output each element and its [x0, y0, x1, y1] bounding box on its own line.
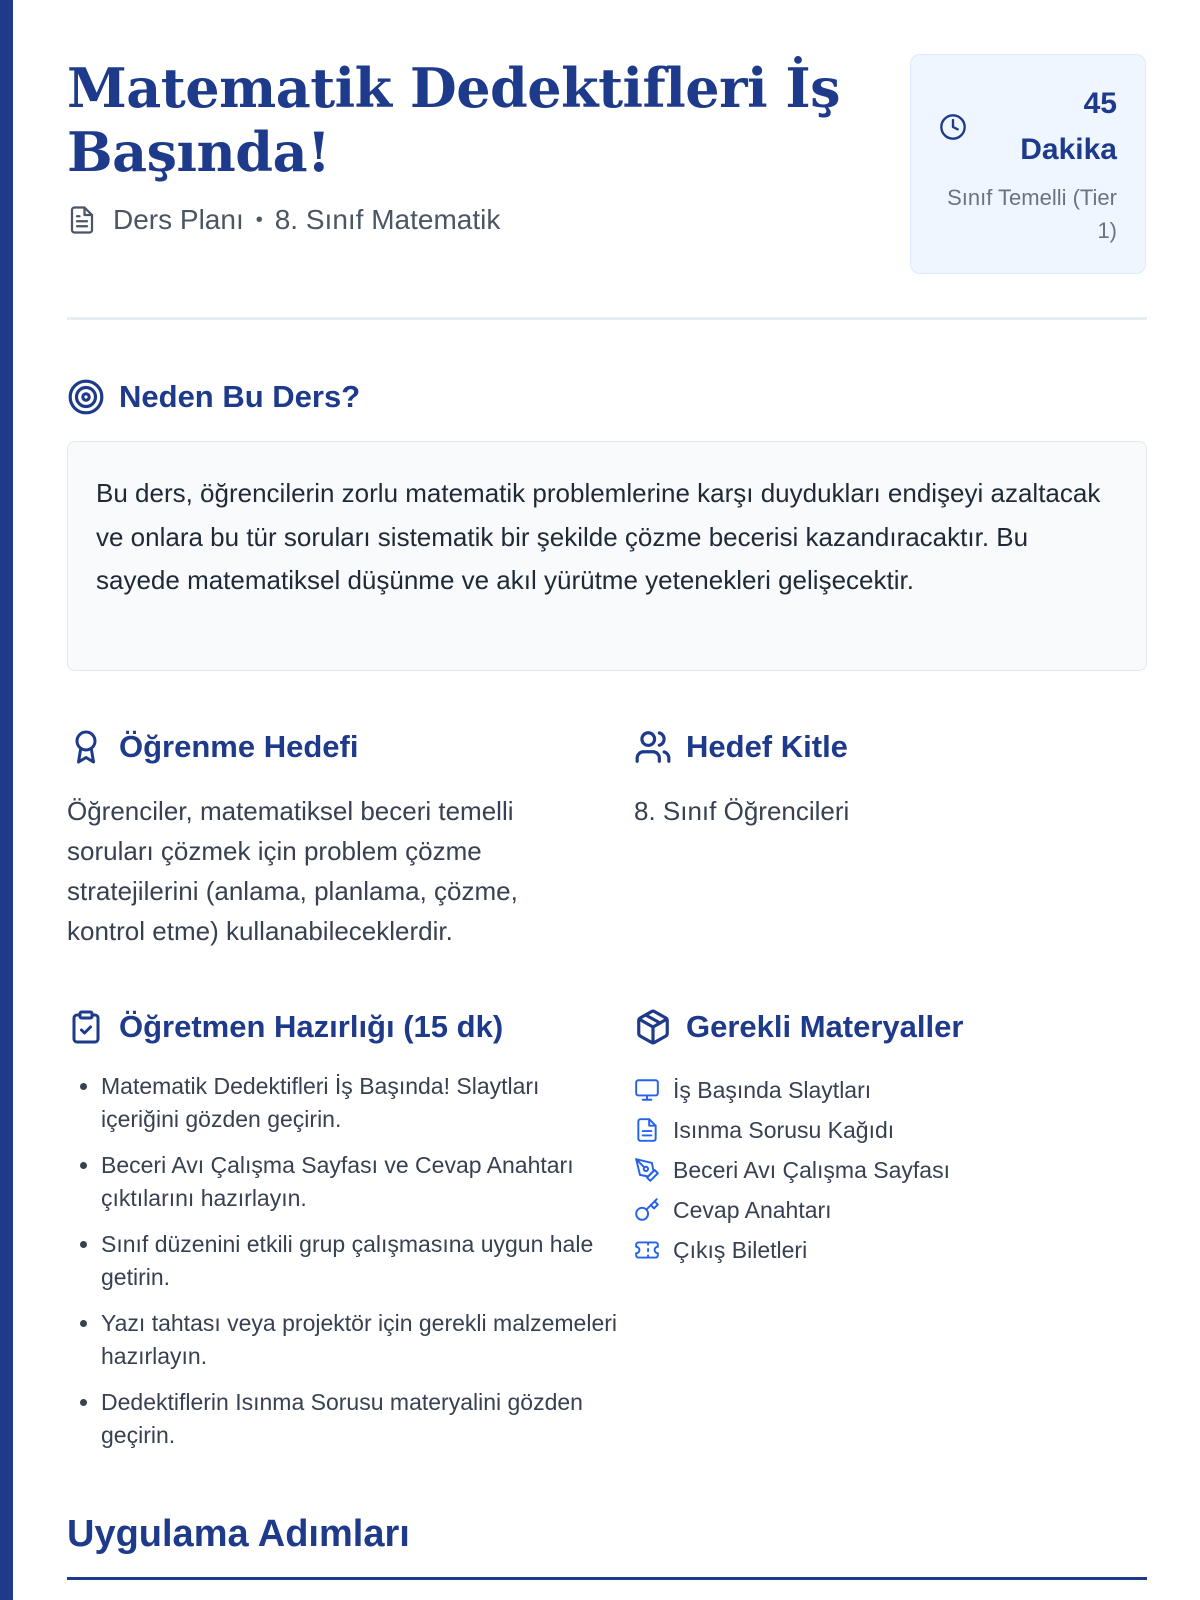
objective-heading-text: Öğrenme Hedefi: [119, 729, 359, 764]
why-box: [67, 441, 1147, 671]
list-item: • Matematik Dedektifleri İş Başında! Slaytları içeriğini gözden geçirin.: [101, 1070, 621, 1136]
lesson-type: Sınıf Temelli (Tier 1): [947, 185, 1117, 243]
prep-list: [67, 1070, 621, 1465]
material-label: Cevap Anahtarı: [673, 1196, 832, 1223]
material-label: İş Başında Slaytları: [673, 1076, 872, 1103]
objective-text: Öğrenciler, matematiksel beceri temelli soruları çözmek için problem çözme stratejilerini (anlama, planlama, çözme, kontrol etme) kullanabileceklerdir.: [67, 796, 518, 946]
clipboard-check-icon: [67, 1008, 105, 1046]
list-item: • Yazı tahtası veya projektör için gerekli malzemeleri hazırlayın.: [101, 1307, 621, 1373]
material-label: Çıkış Biletleri: [673, 1236, 808, 1263]
audience-heading-text: Hedef Kitle: [686, 729, 848, 764]
subtitle: [67, 204, 500, 236]
why-heading-text: Neden Bu Ders?: [119, 379, 361, 414]
document-icon: [634, 1117, 660, 1143]
subtitle-separator: •: [255, 208, 263, 231]
package-icon: [634, 1008, 672, 1046]
duration-number: 45: [1083, 87, 1117, 120]
steps-divider: [67, 1577, 1147, 1580]
ticket-icon: [634, 1237, 660, 1263]
list-item: [634, 1070, 1134, 1110]
grade-subject-label: 8. Sınıf Matematik: [274, 204, 501, 235]
steps-heading: Uygulama Adımları: [67, 1513, 410, 1555]
header: [67, 52, 1147, 292]
prep-heading-text: Öğretmen Hazırlığı (15 dk): [119, 1009, 504, 1044]
list-item: [634, 1230, 1134, 1270]
pen-tool-icon: [634, 1157, 660, 1183]
monitor-icon: [634, 1077, 660, 1103]
page-title: Matematik Dedektifleri İş Başında!: [67, 56, 841, 184]
header-divider: [67, 317, 1147, 320]
left-accent-bar: [0, 0, 13, 1600]
users-icon: [634, 728, 672, 766]
materials-list: [634, 1070, 1134, 1270]
clock-icon: [939, 113, 967, 141]
list-item: • Sınıf düzenini etkili grup çalışmasına uygun hale getirin.: [101, 1228, 621, 1294]
why-heading: [67, 378, 360, 416]
why-text: Bu ders, öğrencilerin zorlu matematik problemlerine karşı duydukları endişeyi azaltacak ve onlara bu tür soruları sistematik bir şekilde çözme becerisi kazandıracaktır. Bu sayede matematiksel düşünme ve akıl yürütme yetenekleri gelişecektir.: [96, 478, 1101, 595]
duration-card: [910, 54, 1146, 274]
list-item: [634, 1110, 1134, 1150]
duration-unit: Dakika: [1020, 133, 1117, 166]
prep-heading: [67, 1008, 503, 1046]
list-item: [634, 1190, 1134, 1230]
objective-heading: [67, 728, 358, 766]
award-icon: [67, 728, 105, 766]
doc-type-label: Ders Planı: [113, 204, 244, 235]
list-item: • Beceri Avı Çalışma Sayfası ve Cevap Anahtarı çıktılarını hazırlayın.: [101, 1149, 621, 1215]
audience-text: 8. Sınıf Öğrencileri: [634, 796, 850, 826]
audience-heading: [634, 728, 848, 766]
materials-heading: [634, 1008, 963, 1046]
material-label: Beceri Avı Çalışma Sayfası: [673, 1156, 950, 1183]
target-icon: [67, 378, 105, 416]
materials-heading-text: Gerekli Materyaller: [686, 1009, 964, 1044]
list-item: [634, 1150, 1134, 1190]
material-label: Isınma Sorusu Kağıdı: [673, 1116, 895, 1143]
list-item: • Dedektiflerin Isınma Sorusu materyalini gözden geçirin.: [101, 1386, 621, 1452]
key-icon: [634, 1197, 660, 1223]
document-icon: [67, 205, 97, 235]
